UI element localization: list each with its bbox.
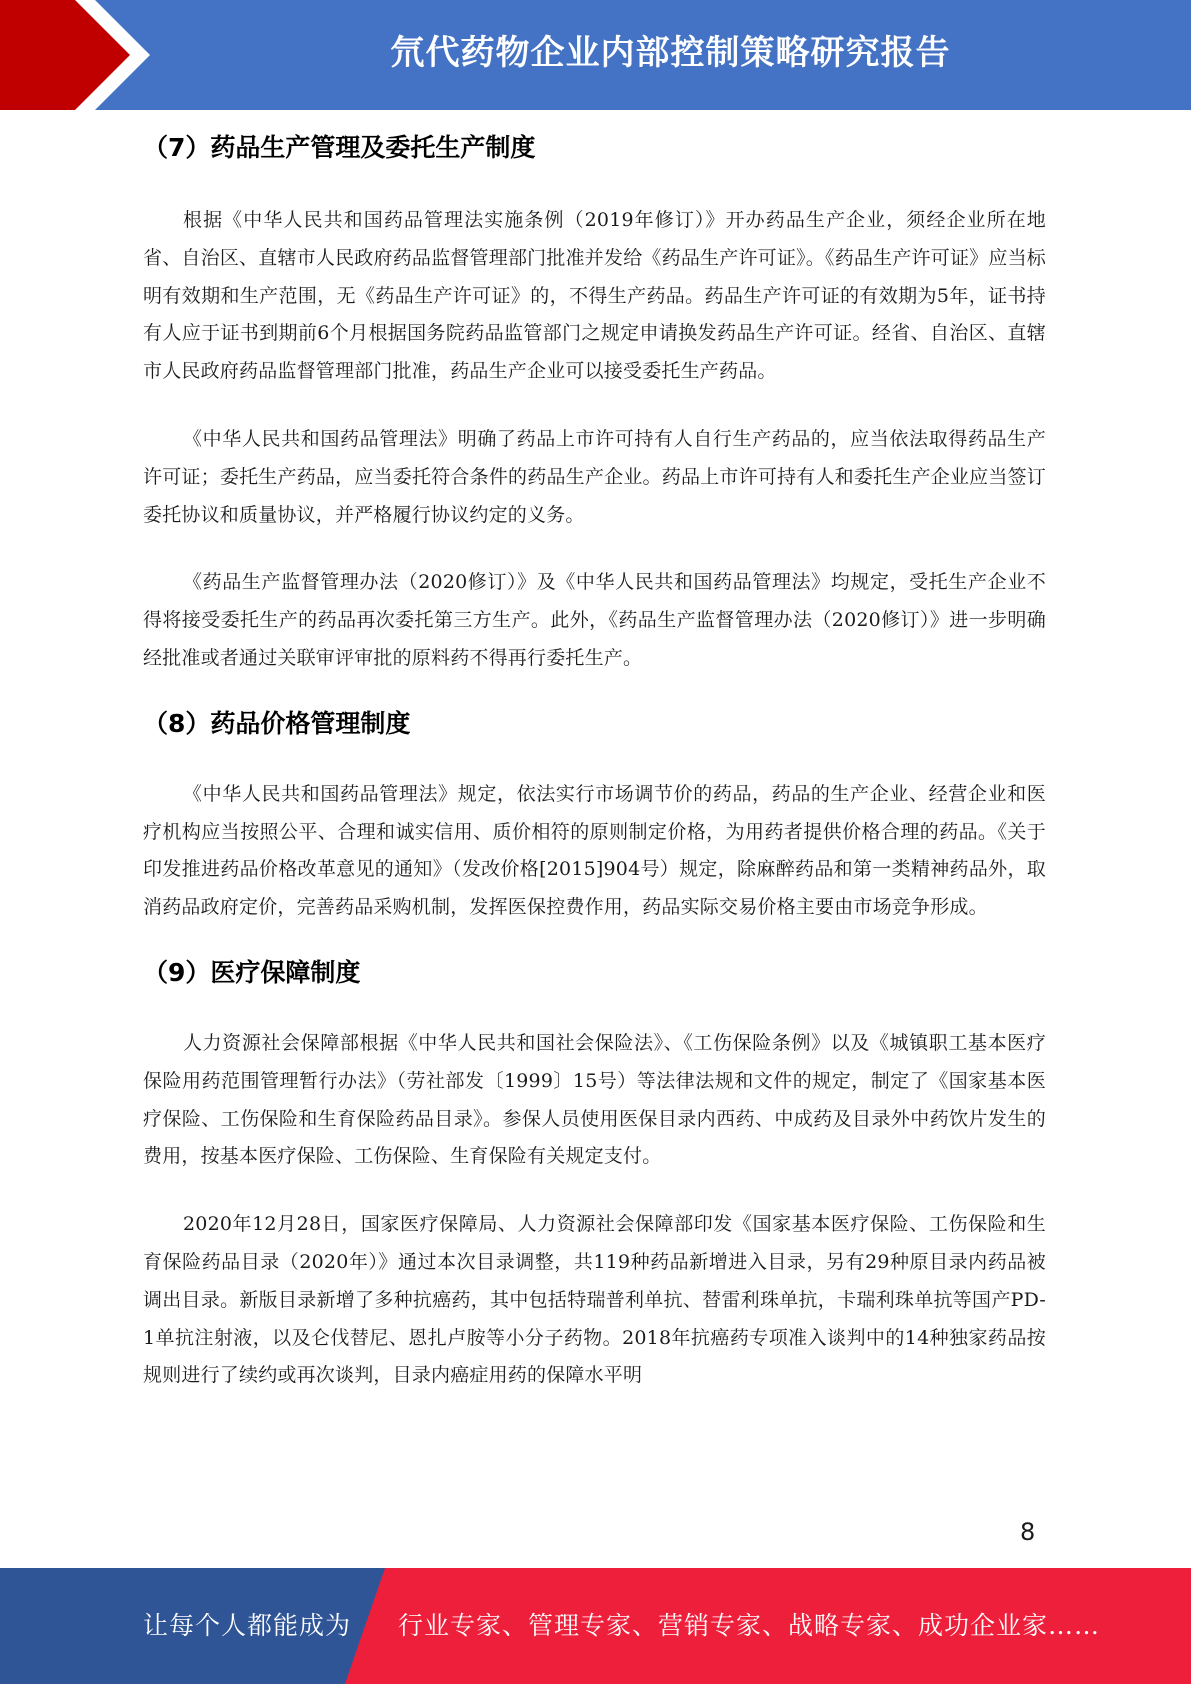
section-heading-7: （7）药品生产管理及委托生产制度 <box>143 133 536 162</box>
paragraph: 根据《中华人民共和国药品管理法实施条例（2019年修订）》开办药品生产企业，须经企业所在地省、自治区、直辖市人民政府药品监督管理部门批准并发给《药品生产许可证》。《药品生产许可证》应当标明有效期和生产范围，无《药品生产许可证》的，不得生产药品。药品生产许可证的有效期为5年，证书持有人应于证书到期前6个月根据国务院药品监管部门之规定申请换发药品生产许可证。经省、自治区、直辖市人民政府药品监督管理部门批准，药品生产企业可以接受委托生产药品。 <box>143 209 1046 383</box>
page-header <box>0 0 1191 110</box>
header-chevron-decoration <box>0 0 160 110</box>
paragraph: 《中华人民共和国药品管理法》规定，依法实行市场调节价的药品，药品的生产企业、经营企业和医疗机构应当按照公平、合理和诚实信用、质价相符的原则制定价格，为用药者提供价格合理的药品。《关于印发推进药品价格改革意见的通知》（发改价格[2015]904号）规定，除麻醉药品和第一类精神药品外，取消药品政府定价，完善药品采购机制，发挥医保控费作用，药品实际交易价格主要由市场竞争形成。 <box>143 782 1046 919</box>
paragraph: 《药品生产监督管理办法（2020修订）》及《中华人民共和国药品管理法》均规定，受托生产企业不得将接受委托生产的药品再次委托第三方生产。此外，《药品生产监督管理办法（2020修订）》进一步明确经批准或者通过关联审评审批的原料药不得再行委托生产。 <box>143 571 1046 669</box>
footer-slogan-left: 让每个人都能成为 <box>143 1611 352 1640</box>
section-heading-9: （9）医疗保障制度 <box>143 957 361 987</box>
page-footer <box>0 1568 1191 1684</box>
section-heading-8: （8）药品价格管理制度 <box>143 708 411 738</box>
paragraph: 2020年12月28日，国家医疗保障局、人力资源社会保障部印发《国家基本医疗保险、工伤保险和生育保险药品目录（2020年）》通过本次目录调整，共119种药品新增进入目录，另有29种原目录内药品被调出目录。新版目录新增了多种抗癌药，其中包括特瑞普利单抗、替雷利珠单抗，卡瑞利珠单抗等国产PD-1单抗注射液，以及仑伐替尼、恩扎卢胺等小分子药物。2018年抗癌药专项准入谈判中的14种独家药品按规则进行了续约或再次谈判，目录内癌症用药的保障水平明 <box>143 1213 1046 1387</box>
paragraph: 人力资源社会保障部根据《中华人民共和国社会保险法》、《工伤保险条例》以及《城镇职工基本医疗保险用药范围管理暂行办法》（劳社部发〔1999〕15号）等法律法规和文件的规定，制定了《国家基本医疗保险、工伤保险和生育保险药品目录》。参保人员使用医保目录内西药、中成药及目录外中药饮片发生的费用，按基本医疗保险、工伤保险、生育保险有关规定支付。 <box>143 1031 1046 1168</box>
page-number: 8 <box>1020 1518 1036 1546</box>
paragraph: 《中华人民共和国药品管理法》明确了药品上市许可持有人自行生产药品的，应当依法取得药品生产许可证；委托生产药品，应当委托符合条件的药品生产企业。药品上市许可持有人和委托生产企业应当签订委托协议和质量协议，并严格履行协议约定的义务。 <box>143 427 1046 526</box>
footer-slogan-right: 行业专家、管理专家、营销专家、战略专家、成功企业家…… <box>398 1611 1101 1640</box>
report-title: 氘代药物企业内部控制策略研究报告 <box>390 33 951 73</box>
document-body <box>143 128 1046 1395</box>
